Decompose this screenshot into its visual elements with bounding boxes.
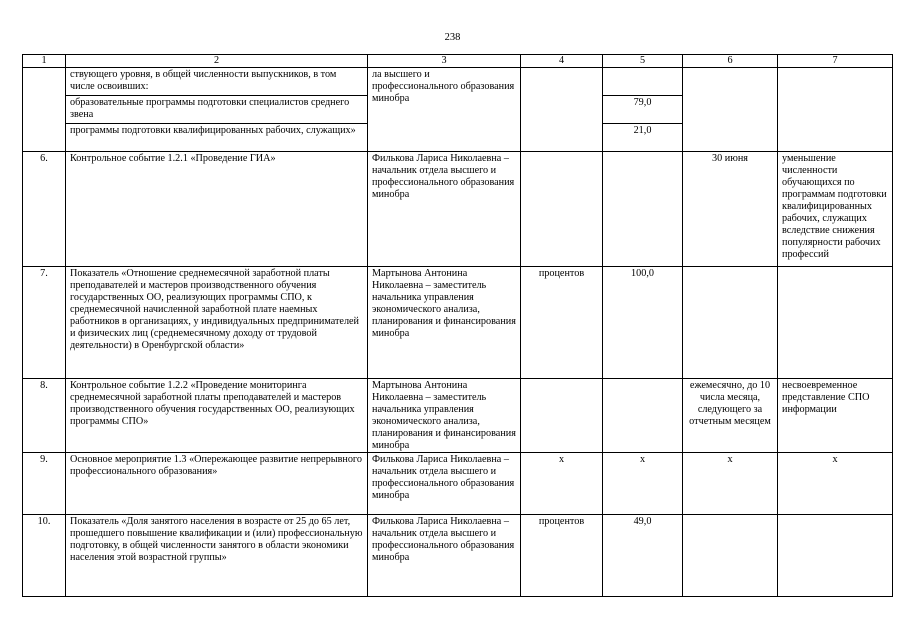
row-responsible: Филькова Лариса Николаевна – начальник отдела высшего и профессионального образования минобра <box>368 453 521 515</box>
cont-value-a <box>603 68 683 96</box>
header-row <box>23 55 893 68</box>
cont-text-a: ствующего уровня, в общей численности выпускников, в том числе освоивших: <box>66 68 368 96</box>
row-responsible: Филькова Лариса Николаевна – начальник отдела высшего и профессионального образования минобра <box>368 515 521 597</box>
row-unit: х <box>521 453 603 515</box>
row-risk: несвоевременное представление СПО информации <box>778 379 893 453</box>
row-risk: уменьшение численности обучающихся по программам подготовки квалифицированных рабочих, служащих вследствие снижения популярности рабочих профессий <box>778 152 893 267</box>
row-responsible: Мартынова Антонина Николаевна – заместитель начальника управления экономического анализа, планирования и финансирования минобра <box>368 379 521 453</box>
header-col-7: 7 <box>778 55 893 68</box>
row-name: Основное мероприятие 1.3 «Опережающее развитие непрерывного профессионального образования» <box>66 453 368 515</box>
row-value <box>603 152 683 267</box>
table-row <box>23 515 893 597</box>
row-deadline: х <box>683 453 778 515</box>
table-row <box>23 379 893 453</box>
row-risk <box>778 267 893 379</box>
row-responsible: Филькова Лариса Николаевна – начальник отдела высшего и профессионального образования минобра <box>368 152 521 267</box>
row-name: Контрольное событие 1.2.2 «Проведение мониторинга среднемесячной заработной платы преподавателей и мастеров производственного обучения государственных ОО, реализующих программы СПО» <box>66 379 368 453</box>
plan-table <box>22 54 893 597</box>
cont-deadline-cell <box>683 68 778 152</box>
row-name: Показатель «Доля занятого населения в возрасте от 25 до 65 лет, прошедшего повышение квалификации и (или) профессиональную подготовку, в общей численности занятого в области экономики населения этой возрастной группы» <box>66 515 368 597</box>
table-row <box>23 152 893 267</box>
header-col-5: 5 <box>603 55 683 68</box>
header-col-1: 1 <box>23 55 66 68</box>
row-value <box>603 379 683 453</box>
row-unit <box>521 152 603 267</box>
row-number: 7. <box>23 267 66 379</box>
page-number: 238 <box>444 32 461 43</box>
cont-responsible: ла высшего и профессионального образования минобра <box>368 68 521 152</box>
cont-value-b: 79,0 <box>603 96 683 124</box>
cont-text-b: образовательные программы подготовки специалистов среднего звена <box>66 96 368 124</box>
row-deadline: 30 июня <box>683 152 778 267</box>
cont-value-c: 21,0 <box>603 124 683 152</box>
row-number: 6. <box>23 152 66 267</box>
row-number: 8. <box>23 379 66 453</box>
table-row <box>23 453 893 515</box>
row-name: Показатель «Отношение среднемесячной заработной платы преподавателей и мастеров производственного обучения государственных ОО, реализующих программы СПО, к среднемесячной начисленной заработной плате наемных работников в организациях, у индивидуальных предпринимателей и физических лиц (среднемесячному доходу от трудовой деятельности) в Оренбургской области» <box>66 267 368 379</box>
row-unit: процентов <box>521 267 603 379</box>
row-name: Контрольное событие 1.2.1 «Проведение ГИА» <box>66 152 368 267</box>
table-row <box>23 267 893 379</box>
row-unit <box>521 379 603 453</box>
cont-text-c: программы подготовки квалифицированных рабочих, служащих» <box>66 124 368 152</box>
row-deadline <box>683 515 778 597</box>
table-row-continued <box>23 68 893 96</box>
row-risk <box>778 515 893 597</box>
cont-unit-cell <box>521 68 603 152</box>
header-col-2: 2 <box>66 55 368 68</box>
header-col-6: 6 <box>683 55 778 68</box>
header-col-3: 3 <box>368 55 521 68</box>
row-value: 49,0 <box>603 515 683 597</box>
row-number: 9. <box>23 453 66 515</box>
cont-num-cell <box>23 68 66 152</box>
header-col-4: 4 <box>521 55 603 68</box>
row-deadline <box>683 267 778 379</box>
row-responsible: Мартынова Антонина Николаевна – заместитель начальника управления экономического анализа, планирования и финансирования минобра <box>368 267 521 379</box>
row-value: х <box>603 453 683 515</box>
row-deadline: ежемесячно, до 10 числа месяца, следующего за отчетным месяцем <box>683 379 778 453</box>
row-value: 100,0 <box>603 267 683 379</box>
row-number: 10. <box>23 515 66 597</box>
row-risk: х <box>778 453 893 515</box>
row-unit: процентов <box>521 515 603 597</box>
cont-risk-cell <box>778 68 893 152</box>
